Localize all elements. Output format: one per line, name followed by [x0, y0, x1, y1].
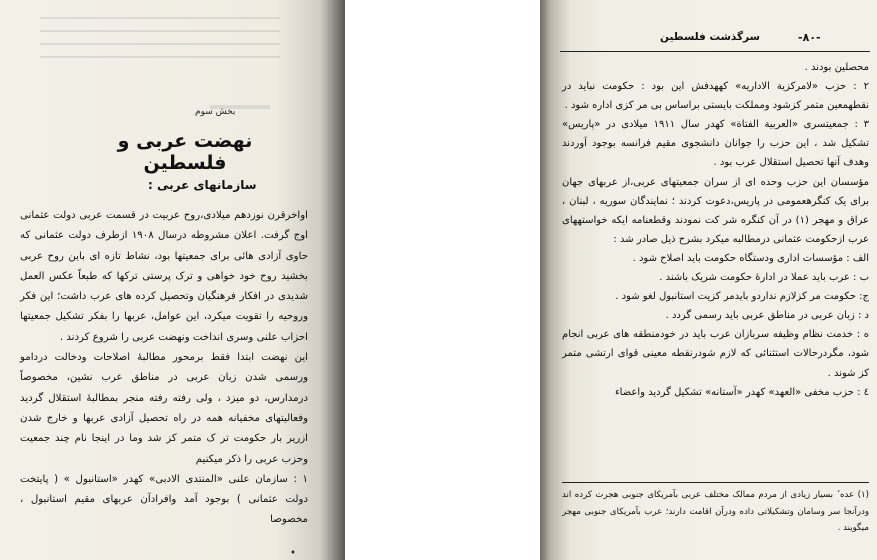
left-paragraph: ۱ : سازمان علنی «المنتدی الادبی» کهدر «استانبول » ( پایتخت دولت عثمانی ) بوجود آمد وافرادآن عربهای مقیم استانبول ، مخصوصا: [20, 473, 308, 526]
right-paragraph: ج: حکومت مر کزلازم نداردو بایدمر کزیت استانبول لغو شود .: [615, 291, 869, 303]
right-paragraph: ۳ : جمعیتسری «العربیة الفتاة» کهدر سال ۱۹۱۱ میلادی در «پاریس» تشکیل شد ، این حزب را جوانان دانشجوی مقیم فرانسه بوجود آوردند وهدف آنها تحصیل استقلال عرب بود .: [562, 119, 869, 169]
right-paragraph: ه : خدمت نظام وظیفه سربازان عرب باید در خودمنطقه های عربی انجام شود، مگردرحالات استثنائی که لازم شودرنقطه معینی قوای ارتشی متمر کز شوند .: [562, 329, 869, 379]
footnote: (۱) عده ٔ بسیار زیادی از مردم ممالک مختلف عربی بآمریکای جنوبی هجرت کرده اند ودرآنجا سر وسامان وتشکیلاتی داده ودرآن اقامت دارند؛ عرب بآمریکای جنوبی مهجر میگویند .: [562, 490, 869, 533]
running-title: سرگذشت فلسطین: [660, 31, 760, 43]
left-paragraph: اواخرقرن نوزدهم میلادی،روح عربیت در قسمت عربی دولت عثمانی اوج گرفت. اعلان مشروطه درسال ۱۹۰۸ ازطرف دولت عثمانی که حاوی آزادی هائی برای جمعیتها بود، نشاط تازه ای باین روح عربی بخشید روح خود خواهی و ترک پرستی ترکها که طبعاً عکس العمل شدیدی در افکار فرهنگیان وتحصیل کرده های عرب داشت؛ این فکر وروحیه را تقویت میکرد، این عوامل، عربها را بفکر تشکیل جمعیتها احزاب علنی وسری انداخت ونهضت عربی را شروع کردند .: [20, 210, 308, 343]
left-body-text: [20, 206, 308, 531]
page-number: -۸۰-: [798, 31, 821, 44]
right-paragraph: الف : مؤسسات اداری ودستگاه حکومت باید اصلاح شود .: [632, 252, 869, 264]
left-paragraph: این نهضت ابتدا فقط برمحور مطالبهٔ اصلاحات ودخالت دردامو ورسمی شدن زبان عربی در مناطق عرب نشین، مخصوصاً درمدارس، دو میزد ، ولی رفته رفته منجر بمطالبهٔ استقلال گردید وفعالیتهای مخفیانه همه در راه تحصیل آزادی عربها و خارج شدن ازریر بار حکومت تر ک متمر کز شد وما در اینجا نام چند جمعیت وحزب عربی را ذکر میکنیم: [20, 352, 308, 465]
part-label: بخش سوم: [195, 107, 236, 117]
footnote-divider: [562, 482, 869, 483]
section-heading: سازمانهای عربی :: [148, 178, 257, 192]
right-paragraph: مؤسسان این حزب وحده ای از سران جمعیتهای عربی،از عربهای جهان برای یک کنگرهعمومی در پاریس،دعوت کردند ؛ نمایندگان سوریه ، لبنان ، عراق و مهجر (۱) در آن کنگره شر کت نمودند وقطعنامه ایکه خواستههای عرب ازحکومت عثمانی درمطالبه میکرد بشرح ذیل صادر شد :: [562, 176, 869, 245]
right-paragraph: د : زبان عربی در مناطق عربی باید رسمی گردد .: [665, 310, 869, 322]
right-body-text: [562, 58, 869, 402]
right-paragraph: ٤ : حزب مخفی «العهد» کهدر «آستانه» تشکیل گردید واعضاء: [614, 386, 869, 398]
right-book-page: [540, 0, 877, 560]
left-book-page: [0, 0, 345, 560]
running-header: [560, 31, 870, 52]
right-paragraph: ب : عرب باید عملا در ادارهٔ حکومت شریک باشند .: [659, 272, 869, 284]
chapter-title: نهضت عربی و فلسطین: [117, 130, 253, 174]
right-paragraph: ۲ : حزب «لامرکزیة الاداریه» کههدفش این بود : حکومت نباید در نقطهمعین متمر کزشود ومملکت بایستی براساس بی مر کزی اداره شود .: [562, 81, 869, 112]
bleed-through-text: [40, 6, 280, 66]
right-paragraph: محصلین بودند .: [804, 62, 869, 73]
page-speck: •: [290, 548, 296, 559]
